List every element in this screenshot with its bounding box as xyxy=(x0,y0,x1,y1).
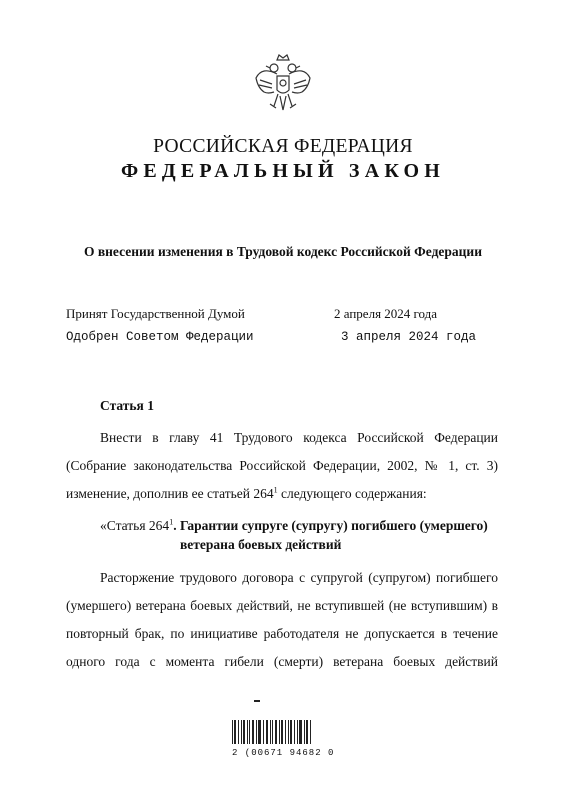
intro-line-3-rest: следующего содержания: xyxy=(277,486,427,501)
intro-line-2: (Собрание законодательства Российской Федерации, 2002, № 1, ст. 3) xyxy=(66,458,498,473)
new-article-title-line-1 xyxy=(100,516,488,535)
document-type: ФЕДЕРАЛЬНЫЙ ЗАКОН xyxy=(120,160,446,182)
country-name: РОССИЙСКАЯ ФЕДЕРАЦИЯ xyxy=(153,136,413,157)
new-article-body xyxy=(66,564,498,676)
new-article-superscript: 1 xyxy=(169,517,174,527)
body-line-3: повторный брак, по инициативе работодателя не допускается в течение xyxy=(66,626,498,641)
duma-adoption-label: Принят Государственной Думой xyxy=(66,306,245,321)
body-line-2: (умершего) ветерана боевых действий, не вступившей (не вступившим) в xyxy=(66,598,498,613)
article-number-superscript: 1 xyxy=(273,485,278,495)
body-line-4: одного года с момента гибели (смерти) ветерана боевых действий xyxy=(66,654,498,669)
body-line-1: Расторжение трудового договора с супругой (супругом) погибшего xyxy=(100,570,498,585)
barcode-number: 2 (00671 94682 0 xyxy=(232,748,335,758)
article-heading: Статья 1 xyxy=(100,398,154,413)
council-approval-label: Одобрен Советом Федерации xyxy=(66,330,254,344)
council-approval-date: 3 апреля 2024 года xyxy=(341,330,477,344)
intro-line-3 xyxy=(66,480,498,508)
coat-of-arms-emblem xyxy=(250,52,316,118)
new-article-title-a: . Гарантии супруге (супругу) погибшего (умершего) xyxy=(173,518,488,533)
new-article-title-b: ветерана боевых действий xyxy=(180,537,342,552)
intro-line-1: Внести в главу 41 Трудового кодекса Российской Федерации xyxy=(100,430,498,445)
intro-line-3-text: изменение, дополнив ее статьей 264 xyxy=(66,486,274,501)
document-title: О внесении изменения в Трудовой кодекс Российской Федерации xyxy=(83,244,482,259)
new-article-prefix: «Статья 264 xyxy=(100,518,170,533)
new-article-heading xyxy=(100,516,488,554)
article-intro-paragraph xyxy=(66,424,498,508)
duma-adoption-date: 2 апреля 2024 года xyxy=(334,306,438,321)
